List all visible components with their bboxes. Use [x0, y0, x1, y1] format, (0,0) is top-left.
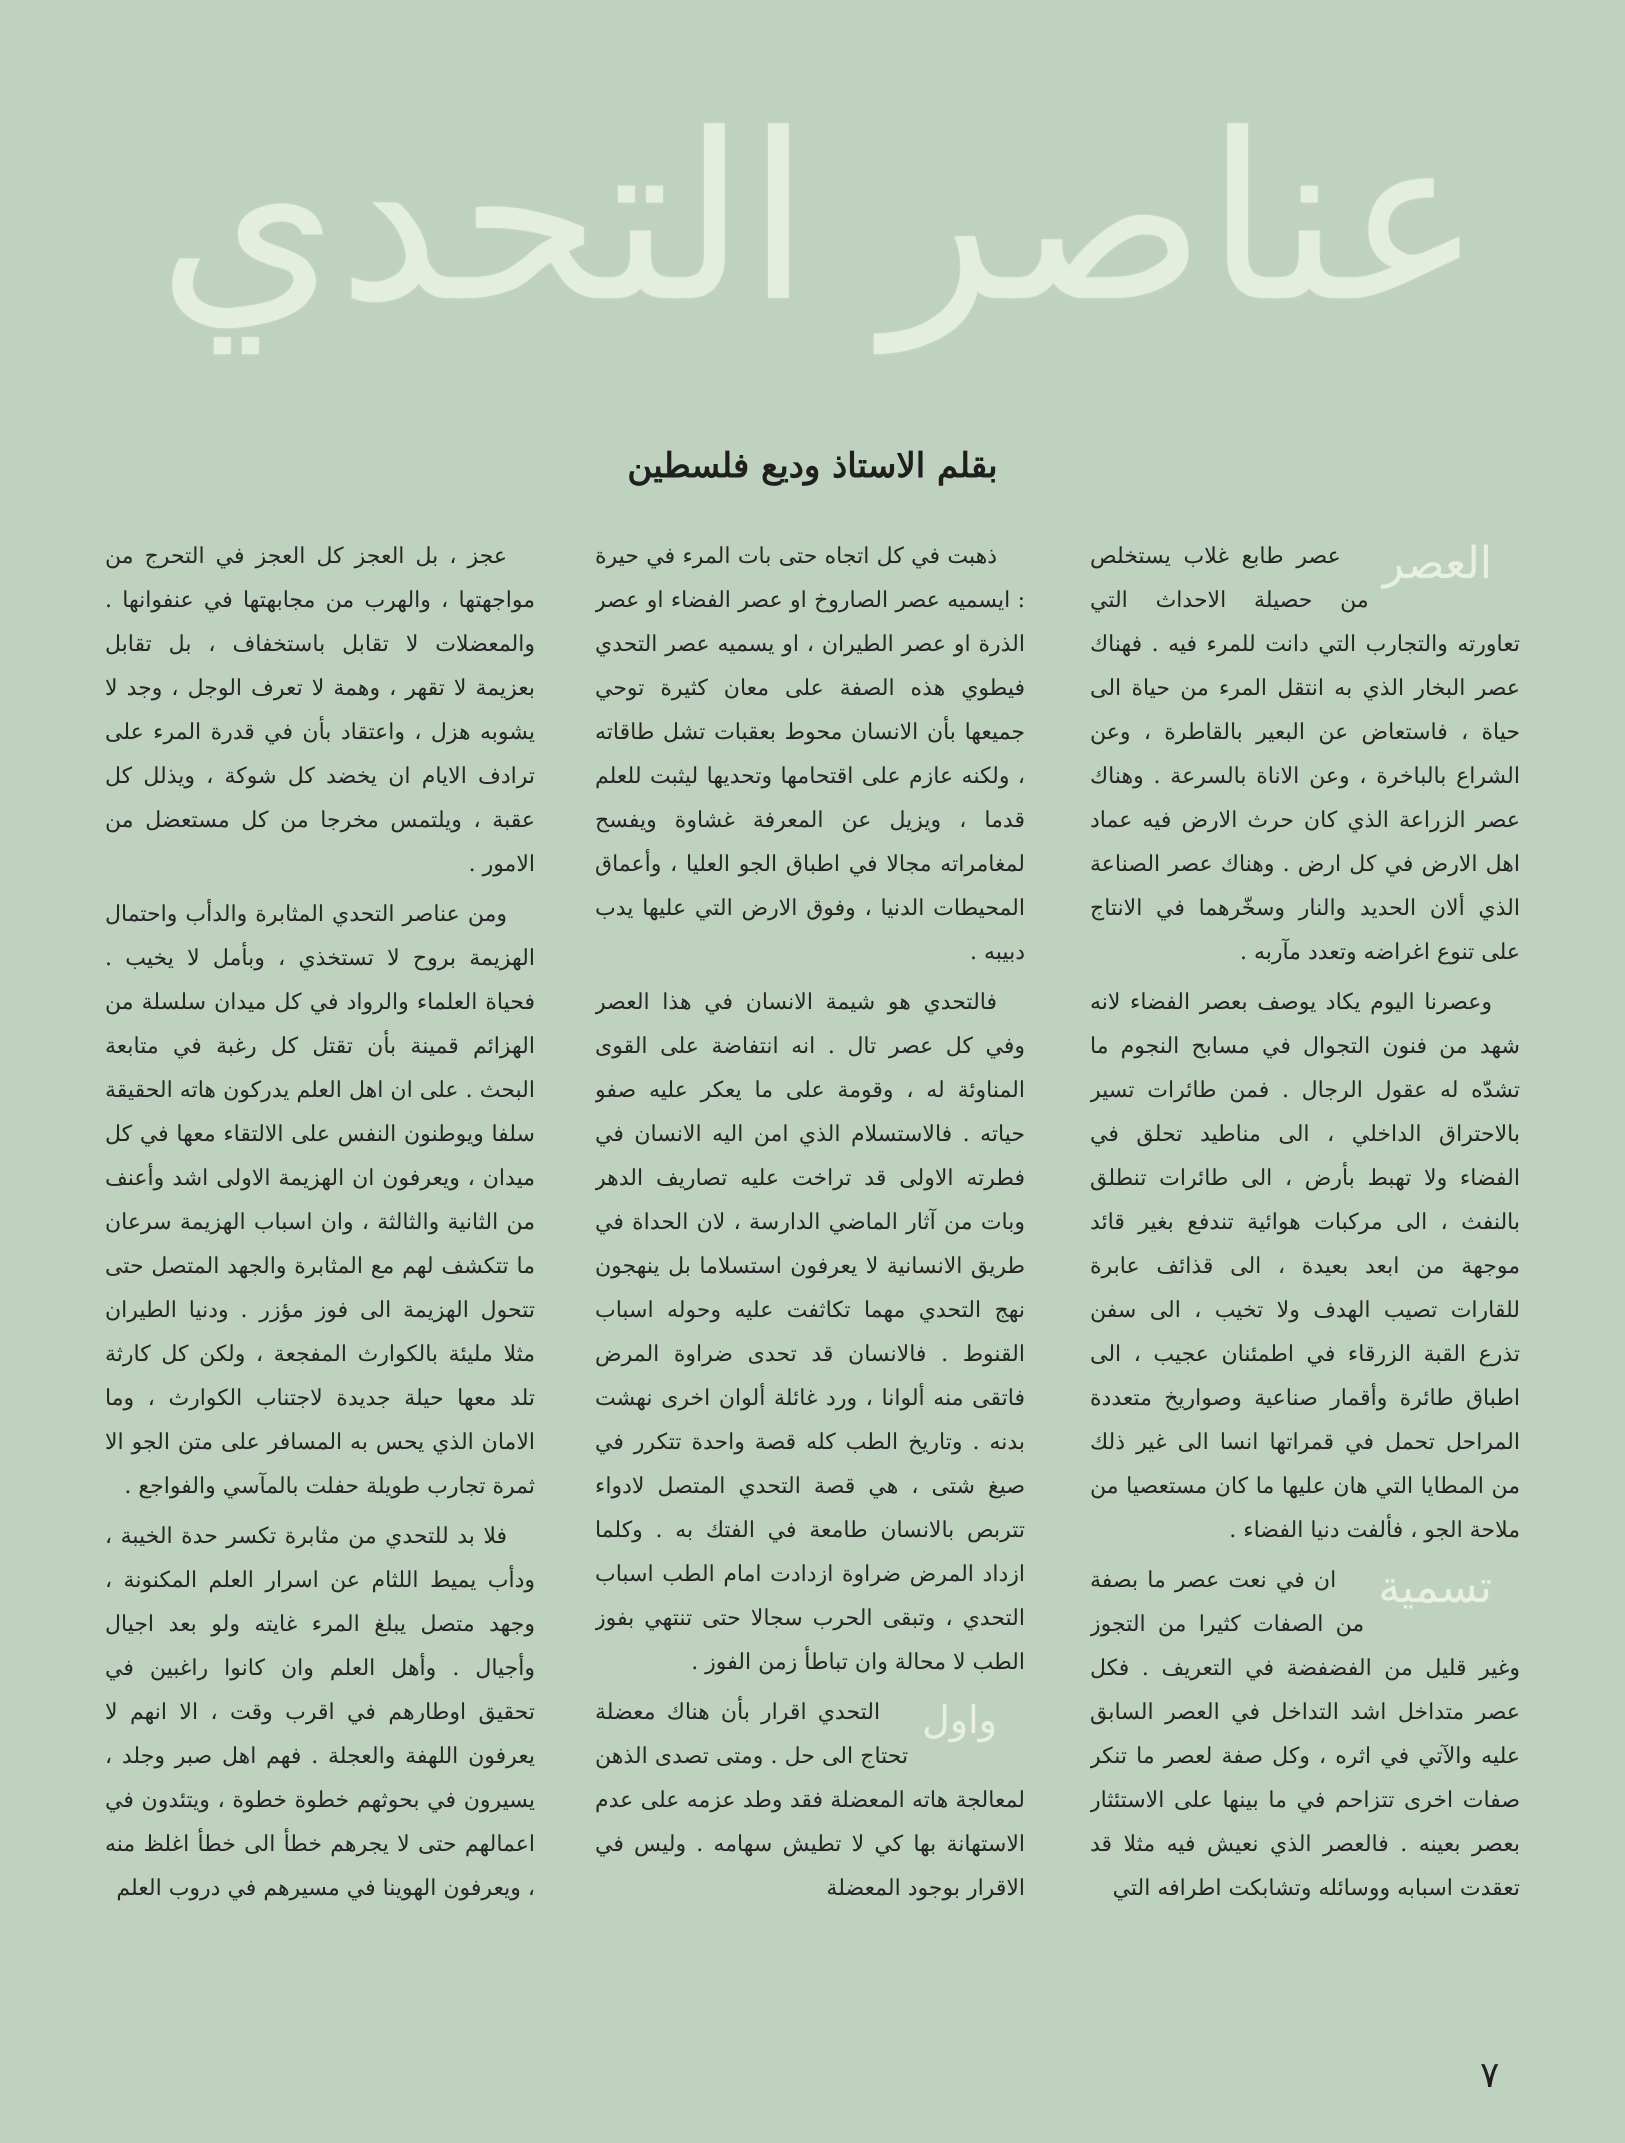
section-subhead: تسمية: [1378, 1562, 1492, 1613]
paragraph: [1090, 535, 1520, 975]
text-column-right: [1090, 535, 1520, 2055]
text-column-middle: [595, 535, 1025, 2055]
page-number: ٧: [1480, 2055, 1500, 2096]
paragraph-text: التحدي اقرار بأن هناك معضلة تحتاج الى حل . ومتى تصدى الذهن لمعالجة هاته المعضلة فقد وطد عزمه على عدم الاستهانة بها كي لا تطيش سهامه . وليس في الاقرار بوجود المعضلة: [595, 1700, 1025, 1901]
section-subhead: واول: [922, 1698, 997, 1742]
article-byline: بقلم الاستاذ وديع فلسطين: [627, 446, 998, 486]
article-body: [0, 535, 1625, 2060]
paragraph: [595, 1691, 1025, 1911]
paragraph-text: ان في نعت عصر ما بصفة من الصفات كثيرا من التجوز وغير قليل من الفضفضة في التعريف . فكل عصر متداخل اشد التداخل في العصر السابق عليه والآتي في اثره ، وكل صفة لعصر ما تنكر صفات اخرى تتزاحم في ما بينها على الاستئثار بعصر بعينه . فالعصر الذي نعيش فيه مثلا قد تعقدت اسبابه ووسائله وتشابكت اطرافه التي: [1090, 1568, 1520, 1901]
paragraph: ذهبت في كل اتجاه حتى بات المرء في حيرة : ايسميه عصر الصاروخ او عصر الفضاء او عصر الذرة او عصر الطيران ، او يسميه عصر التحدي فيطوي هذه الصفة على معان كثيرة توحي جميعها بأن الانسان محوط بعقبات تشل طاقاته ، ولكنه عازم على اقتحامها وتحديها ليثبت للعلم قدما ، ويزيل عن المعرفة غشاوة ويفسح لمغامراته مجالا في اطباق الجو العليا ، وأعماق المحيطات الدنيا ، وفوق الارض التي عليها يدب دبيبه .: [595, 544, 1025, 965]
paragraph: [1090, 1559, 1520, 1911]
paragraph: فلا بد للتحدي من مثابرة تكسر حدة الخيبة ، ودأب يميط اللثام عن اسرار العلم المكنونة ، وجهد متصل يبلغ المرء غايته ولو بعد اجيال وأجيال . وأهل العلم وان كانوا راغبين في تحقيق اوطارهم في اقرب وقت ، الا انهم لا يعرفون اللهفة والعجلة . فهم اهل صبر وجلد ، يسيرون في بحوثهم خطوة خطوة ، ويتئدون في اعمالهم حتى لا يجرهم خطأ الى خطأ اغلظ منه ، ويعرفون الهوينا في مسيرهم في دروب العلم: [105, 1524, 535, 1901]
paragraph: وعصرنا اليوم يكاد يوصف بعصر الفضاء لانه شهد من فنون التجوال في مسابح النجوم ما تشدّه له عقول الرجال . فمن طائرات تسير بالاحتراق الداخلي ، الى مناطيد تحلق في الفضاء ولا تهبط بأرض ، الى طائرات تنطلق بالنفث ، الى مركبات هوائية تندفع بغير قائد موجهة من ابعد بعيدة ، الى قذائف عابرة للقارات تصيب الهدف ولا تخيب ، الى سفن تذرع القبة الزرقاء في اطمئنان عجيب ، الى اطباق طائرة وأقمار صناعية وصواريخ متعددة المراحل تحمل في قمراتها انسا الى غير ذلك من المطايا التي هان عليها ما كان مستعصيا من ملاحة الجو ، فألفت دنيا الفضاء .: [1090, 990, 1520, 1543]
paragraph: ومن عناصر التحدي المثابرة والدأب واحتمال الهزيمة بروح لا تستخذي ، وبأمل لا يخيب . فحياة العلماء والرواد في كل ميدان سلسلة من الهزائم قمينة بأن تقتل كل رغبة في متابعة البحث . على ان اهل العلم يدركون هاته الحقيقة سلفا ويوطنون النفس على الالتقاء معها في كل ميدان ، ويعرفون ان الهزيمة الاولى اشد وأعنف من الثانية والثالثة ، وان اسباب الهزيمة سرعان ما تتكشف لهم مع المثابرة والجهد المتصل حتى تتحول الهزيمة الى فوز مؤزر . ودنيا الطيران مثلا مليئة بالكوارث المفجعة ، ولكن كل كارثة تلد معها حيلة جديدة لاجتناب الكوارث ، وما الامان الذي يحس به المسافر على متن الجو الا ثمرة تجارب طويلة حفلت بالمآسي والفواجع .: [105, 902, 535, 1499]
article-title: عناصر التحدي: [157, 86, 1483, 353]
paragraph: فالتحدي هو شيمة الانسان في هذا العصر وفي كل عصر تال . انه انتفاضة على القوى المناوئة له ، وقومة على ما يعكر عليه صفو حياته . فالاستسلام الذي امن اليه الانسان في فطرته الاولى قد تراخت عليه تصاريف الدهر وبات من آثار الماضي الدارسة ، لان الحداة في طريق الانسانية لا يعرفون استسلاما بل ينهجون نهج التحدي مهما تكاثفت عليه وحوله اسباب القنوط . فالانسان قد تحدى ضراوة المرض فاتقى منه ألوانا ، ورد غائلة ألوان اخرى نهشت بدنه . وتاريخ الطب كله قصة واحدة تتكرر في صيغ شتى ، هي قصة التحدي المتصل لادواء تتربص بالانسان طامعة في الفتك به . وكلما ازداد المرض ضراوة ازدادت امام الطب اسباب التحدي ، وتبقى الحرب سجالا حتى تنتهي بفوز الطب لا محالة وان تباطأ زمن الفوز .: [595, 990, 1025, 1675]
section-subhead: العصر: [1382, 538, 1492, 589]
paragraph-text: عصر طابع غلاب يستخلص من حصيلة الاحداث التي تعاورته والتجارب التي دانت للمرء فيه . فهناك عصر البخار الذي به انتقل المرء من حياة الى حياة ، فاستعاض عن البعير بالقاطرة ، وعن الشراع بالباخرة ، وعن الاناة بالسرعة . وهناك عصر الزراعة الذي كان حرث الارض فيه عماد اهل الارض في كل ارض . وهناك عصر الصناعة الذي ألان الحديد والنار وسخّرهما في الانتاج على تنوع اغراضه وتعدد مآربه .: [1090, 544, 1520, 965]
paragraph: عجز ، بل العجز كل العجز في التحرج من مواجهتها ، والهرب من مجابهتها في عنفوانها . والمعضلات لا تقابل باستخفاف ، بل تقابل بعزيمة لا تقهر ، وهمة لا تعرف الوجل ، وجد لا يشوبه هزل ، واعتقاد بأن في قدرة المرء على ترادف الايام ان يخضد كل شوكة ، ويذلل كل عقبة ، ويلتمس مخرجا من كل مستعضل من الامور .: [105, 544, 535, 877]
text-column-left: [105, 535, 535, 2055]
